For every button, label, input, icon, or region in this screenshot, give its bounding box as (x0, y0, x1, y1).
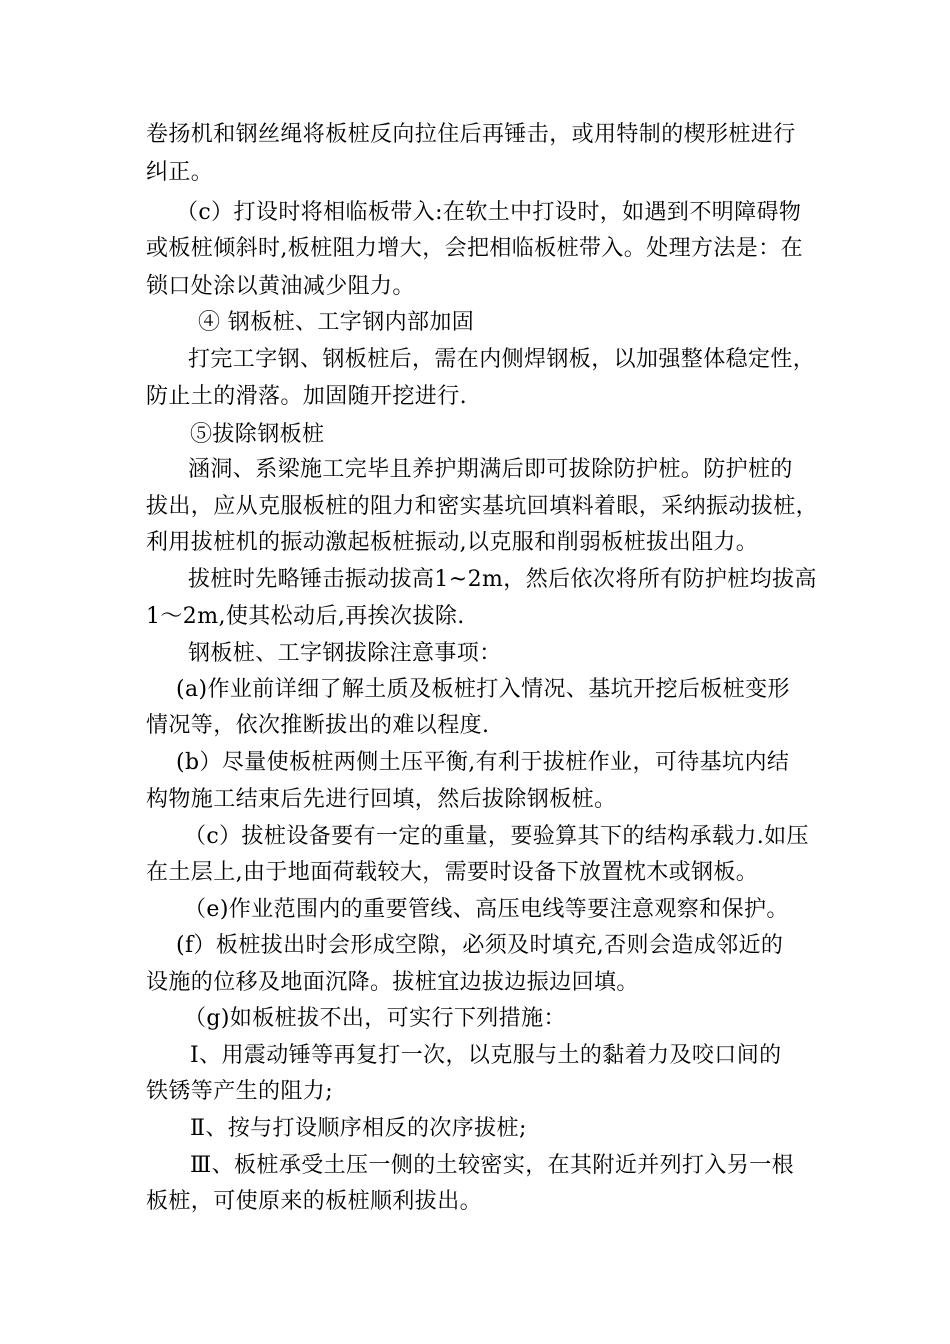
text-line: 在土层上,由于地面荷载较大，需要时设备下放置枕木或钢板。 (146, 860, 759, 885)
text-line: 铁锈等产生的阻力; (146, 1079, 334, 1104)
text-line: (f）板桩拔出时会形成空隙，必须及时填充,否则会造成邻近的 (176, 933, 784, 958)
text-line: 纠正。 (146, 160, 214, 185)
text-line: 情况等，依次推断拔出的难以程度. (146, 713, 490, 738)
text-line: 锁口处涂以黄油减少阻力。 (146, 274, 415, 299)
text-line: Ⅰ、用震动锤等再复打一次，以克服与土的黏着力及咬口间的 (190, 1043, 782, 1068)
text-line: 设施的位移及地面沉降。拔桩宜边拔边振边回填。 (146, 970, 639, 995)
text-line: 构物施工结束后先进行回填，然后拔除钢板桩。 (146, 787, 617, 812)
text-line: 卷扬机和钢丝绳将板桩反向拉住后再锤击，或用特制的楔形桩进行 (146, 122, 796, 147)
text-line: 拔桩时先略锤击振动拔高1~2m，然后依次将所有防护桩均拔高 (188, 567, 817, 592)
text-line: 涵洞、系梁施工完毕且养护期满后即可拔除防护桩。防护桩的 (188, 457, 793, 482)
text-line: 1～2m,使其松动后,再挨次拔除. (146, 604, 465, 629)
text-line: 打完工字钢、钢板桩后，需在内侧焊钢板，以加强整体稳定性， (188, 347, 816, 372)
text-line: （e)作业范围内的重要管线、高压电线等要注意观察和保护。 (184, 897, 789, 922)
section-heading: ④ 钢板桩、工字钢内部加固 (198, 310, 475, 335)
section-heading: ⑤拔除钢板桩 (190, 422, 325, 447)
text-line: (b）尽量使板桩两侧土压平衡,有利于拔桩作业，可待基坑内结 (176, 750, 790, 775)
text-line: （g)如板桩拔不出，可实行下列措施： (184, 1006, 566, 1031)
text-line: 拔出，应从克服板桩的阻力和密实基坑回填料着眼，采纳振动拔桩， (146, 494, 819, 519)
text-line: 防止土的滑落。加固随开挖进行. (146, 384, 467, 409)
text-line: (a)作业前详细了解土质及板桩打入情况、基坑开挖后板桩变形 (176, 677, 790, 702)
text-line: 板桩，可使原来的板桩顺利拔出。 (146, 1189, 483, 1214)
text-line: （c）拔桩设备要有一定的重量，要验算其下的结构承载力.如压 (184, 824, 809, 849)
text-line: 钢板桩、工字钢拔除注意事项： (188, 641, 502, 666)
text-line: 利用拔桩机的振动激起板桩振动,以克服和削弱板桩拔出阻力。 (146, 530, 759, 555)
text-line: （c）打设时将相临板带入:在软土中打设时，如遇到不明障碍物 (176, 200, 802, 225)
text-line: Ⅲ、板桩承受土压一侧的土较密实，在其附近并列打入另一根 (190, 1153, 795, 1178)
text-line: 或板桩倾斜时,板桩阻力增大，会把相临板桩带入。处理方法是：在 (146, 236, 803, 261)
text-line: Ⅱ、按与打设顺序相反的次序拔桩; (190, 1116, 527, 1141)
